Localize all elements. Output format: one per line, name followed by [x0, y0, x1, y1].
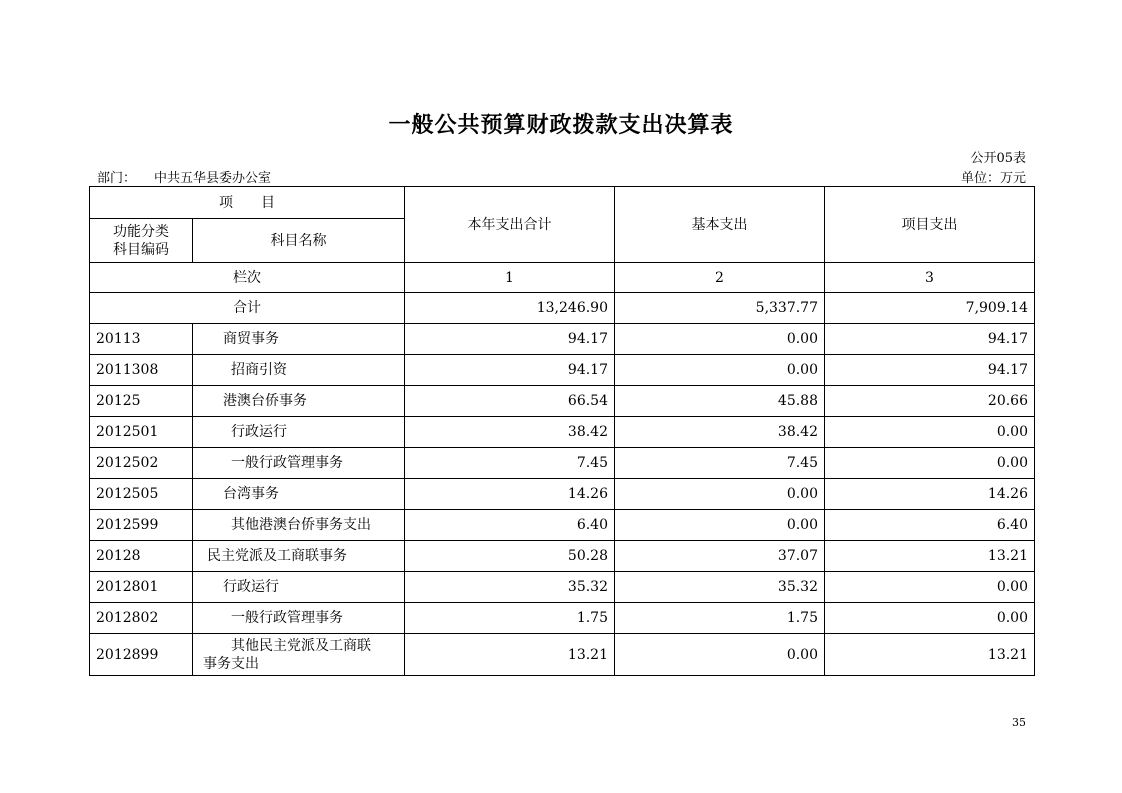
- row-total: 14.26: [405, 479, 615, 510]
- table-row: [90, 386, 1035, 417]
- row-name: [193, 634, 405, 676]
- row-project: 13.21: [825, 541, 1035, 572]
- row-name: 其他港澳台侨事务支出: [193, 510, 405, 541]
- row-total: 38.42: [405, 417, 615, 448]
- row-code: 20113: [90, 324, 193, 355]
- table-row: [90, 541, 1035, 572]
- row-total: 35.32: [405, 572, 615, 603]
- row-code: 2012801: [90, 572, 193, 603]
- row-total: 13.21: [405, 634, 615, 676]
- row-basic: 0.00: [615, 355, 825, 386]
- row-name: 一般行政管理事务: [193, 448, 405, 479]
- totals-row: [90, 293, 1035, 324]
- row-basic: 1.75: [615, 603, 825, 634]
- row-code: 2012599: [90, 510, 193, 541]
- expenditure-table: [89, 186, 1035, 676]
- row-project: 0.00: [825, 572, 1035, 603]
- header-project: 项目支出: [825, 187, 1035, 263]
- row-project: 94.17: [825, 355, 1035, 386]
- department-name: 中共五华县委办公室: [154, 171, 272, 186]
- header-total: 本年支出合计: [405, 187, 615, 263]
- department-label: 部门：: [97, 171, 137, 186]
- column-number-row: [90, 263, 1035, 293]
- department-info: [97, 167, 271, 186]
- table-row: [90, 448, 1035, 479]
- column-number-1: 1: [405, 263, 615, 293]
- row-total: 94.17: [405, 355, 615, 386]
- row-basic: 38.42: [615, 417, 825, 448]
- table-row: [90, 510, 1035, 541]
- row-total: 66.54: [405, 386, 615, 417]
- row-total: 1.75: [405, 603, 615, 634]
- column-number-label: 栏次: [90, 263, 405, 293]
- header-code: 功能分类 科目编码: [90, 219, 193, 263]
- row-name: 招商引资: [193, 355, 405, 386]
- row-name: 民主党派及工商联事务: [193, 541, 405, 572]
- row-project: 13.21: [825, 634, 1035, 676]
- row-code: 2012502: [90, 448, 193, 479]
- row-project: 94.17: [825, 324, 1035, 355]
- row-basic: 0.00: [615, 510, 825, 541]
- page-title: 一般公共预算财政拨款支出决算表: [388, 112, 734, 138]
- table-row: [90, 355, 1035, 386]
- row-code: 2012501: [90, 417, 193, 448]
- header-row-1: [90, 187, 1035, 219]
- totals-total: 13,246.90: [405, 293, 615, 324]
- form-number: 公开05表: [970, 151, 1026, 166]
- row-project: 0.00: [825, 417, 1035, 448]
- header-item: 项 目: [90, 187, 405, 219]
- row-total: 94.17: [405, 324, 615, 355]
- row-basic: 45.88: [615, 386, 825, 417]
- row-name: 台湾事务: [193, 479, 405, 510]
- row-basic: 35.32: [615, 572, 825, 603]
- column-number-3: 3: [825, 263, 1035, 293]
- table-row: [90, 634, 1035, 676]
- row-basic: 37.07: [615, 541, 825, 572]
- row-total: 6.40: [405, 510, 615, 541]
- row-code: 2012505: [90, 479, 193, 510]
- row-code: 2012899: [90, 634, 193, 676]
- row-total: 50.28: [405, 541, 615, 572]
- totals-project: 7,909.14: [825, 293, 1035, 324]
- row-basic: 0.00: [615, 479, 825, 510]
- row-project: 0.00: [825, 448, 1035, 479]
- table-row: [90, 417, 1035, 448]
- row-name: 商贸事务: [193, 324, 405, 355]
- row-code: 2011308: [90, 355, 193, 386]
- row-code: 2012802: [90, 603, 193, 634]
- row-basic: 7.45: [615, 448, 825, 479]
- table-row: [90, 572, 1035, 603]
- page-number: 35: [1012, 716, 1026, 729]
- row-name: 行政运行: [193, 417, 405, 448]
- row-project: 14.26: [825, 479, 1035, 510]
- row-name-line-2: 事务支出: [203, 655, 259, 672]
- row-basic: 0.00: [615, 634, 825, 676]
- row-code: 20128: [90, 541, 193, 572]
- totals-basic: 5,337.77: [615, 293, 825, 324]
- unit-label: 单位：万元: [960, 171, 1026, 186]
- totals-label: 合计: [90, 293, 405, 324]
- column-number-2: 2: [615, 263, 825, 293]
- row-name: 行政运行: [193, 572, 405, 603]
- row-name-line-1: 其他民主党派及工商联: [231, 637, 371, 654]
- table-row: [90, 479, 1035, 510]
- row-project: 20.66: [825, 386, 1035, 417]
- table-row: [90, 603, 1035, 634]
- row-code: 20125: [90, 386, 193, 417]
- row-name: 一般行政管理事务: [193, 603, 405, 634]
- header-name: 科目名称: [193, 219, 405, 263]
- row-total: 7.45: [405, 448, 615, 479]
- row-basic: 0.00: [615, 324, 825, 355]
- row-project: 0.00: [825, 603, 1035, 634]
- row-name: 港澳台侨事务: [193, 386, 405, 417]
- header-basic: 基本支出: [615, 187, 825, 263]
- row-project: 6.40: [825, 510, 1035, 541]
- table-row: [90, 324, 1035, 355]
